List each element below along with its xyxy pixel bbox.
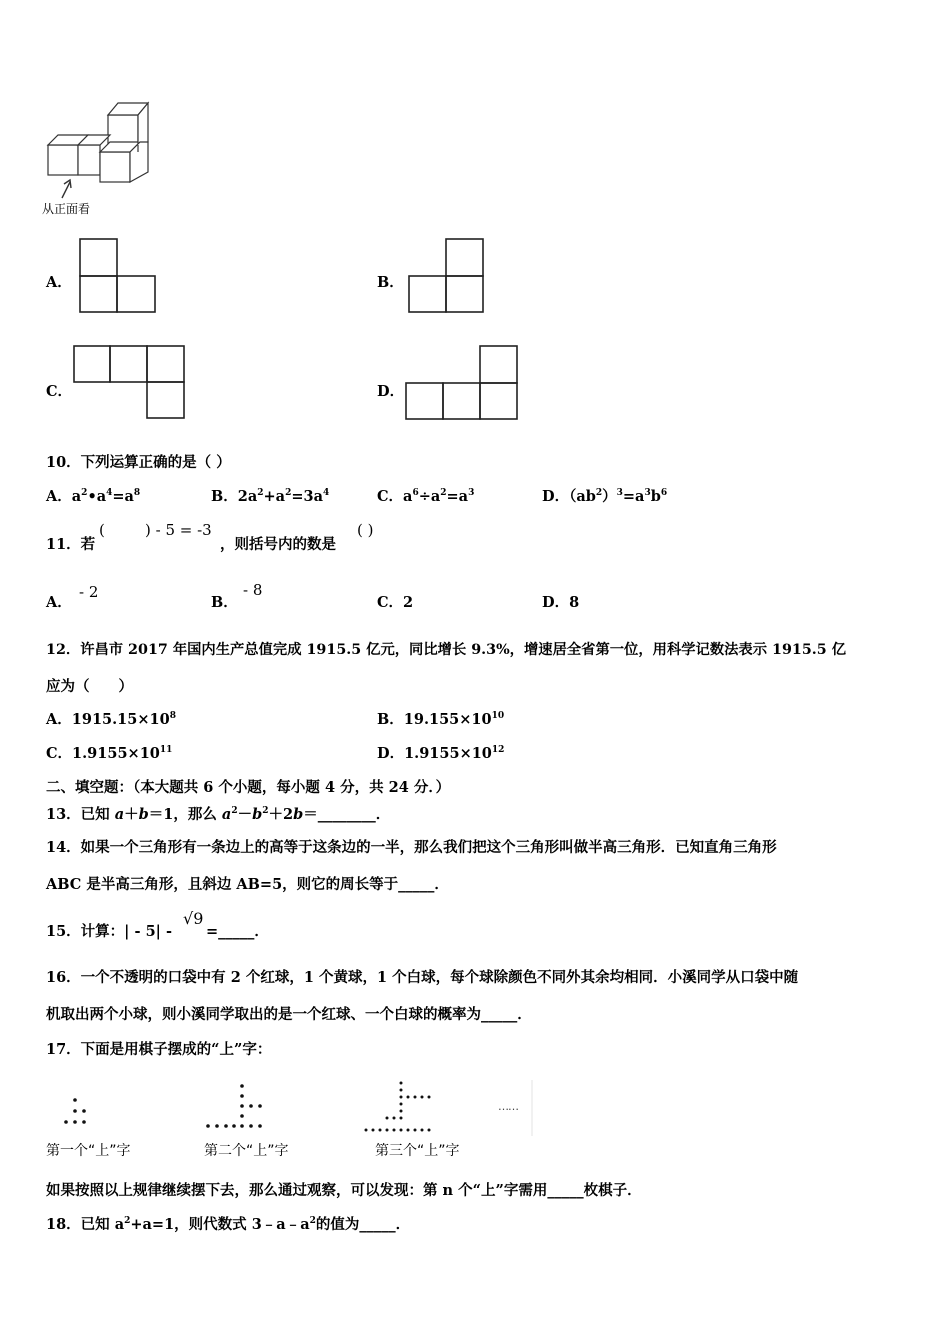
q14-line1: 14．如果一个三角形有一条边上的高等于这条边的一半，那么我们把这个三角形叫做半高三角形．已知直角三角形 [46, 839, 777, 856]
q11-formula-rest: ) - 5 = -3 [145, 521, 212, 539]
q11-option-a-value: - 2 [79, 583, 99, 601]
q16-line2: 机取出两个小球，则小溪同学取出的是一个红球、一个白球的概率为_____． [46, 1006, 532, 1023]
q17-fig1-caption: 第一个“上”字 [46, 1143, 131, 1159]
view-caption: 从正面看 [42, 202, 91, 216]
q9-option-d-label: D． [377, 383, 405, 400]
q17-ellipsis: …… [498, 1100, 518, 1113]
q15-tail: =_____． [206, 923, 269, 940]
q11-option-a-label: A． [46, 594, 72, 611]
q10-option-b: B．$2a^2+a^2=3a^4$ [211, 488, 330, 505]
q10-option-d: D．$(ab^2)^3=a^3b^6$ [542, 488, 668, 505]
q17-stem: 17．下面是用棋子摆成的“上”字： [46, 1041, 272, 1058]
q11-prefix: 11．若 [46, 536, 96, 553]
q15-prefix: 15．计算：| - 5| - [46, 923, 172, 940]
q12-option-c: C．$1.9155\times 10^{11}$ [46, 745, 173, 762]
q11-suffix: ，则括号内的数是 [220, 536, 336, 553]
q18: 18．已知 $a^2+a=1$，则代数式 $3﹣a﹣a^2$的值为_____． [46, 1216, 411, 1233]
section-heading: 二、填空题：（本大题共 6 个小题，每小题 4 分，共 24 分．） [46, 779, 451, 796]
q9-option-a-label: A． [46, 274, 72, 291]
q17-fig2-caption: 第二个“上”字 [204, 1143, 289, 1159]
q12-option-d: D．$1.9155\times 10^{12}$ [377, 745, 505, 762]
q9-option-c-label: C． [46, 383, 73, 400]
q9-option-b-figure [408, 238, 488, 314]
q11-formula-open: ( [99, 521, 105, 539]
q13: 13．已知 a＋b＝1，那么 $a^2-b^2+2b=\_\_\_\_\_\_\_\_$． [46, 806, 391, 823]
fig1-dots [64, 1098, 86, 1124]
q17-dot-figures [46, 1078, 546, 1138]
q17-line2: 如果按照以上规律继续摆下去，那么通过观察，可以发现：第 n 个“上”字需用_____枚棋子． [46, 1182, 642, 1199]
q10-option-a: A．$a^2•a^4=a^8$ [46, 488, 141, 505]
fig3-dots [365, 1082, 431, 1132]
q11-option-c: C．2 [377, 594, 414, 611]
q12-line2: 应为（ ） [46, 678, 133, 695]
q15-sqrt: √9 [183, 909, 204, 928]
cube-figure [40, 100, 160, 220]
q9-option-a-figure [79, 238, 159, 314]
q10-stem: 10．下列运算正确的是（ ） [46, 454, 231, 471]
q11-option-b-label: B． [211, 594, 238, 611]
q14-line2: ABC 是半高三角形，且斜边 AB=5，则它的周长等于_____． [46, 876, 449, 893]
q12-option-a: A．$1915.15\times 10^8$ [46, 711, 176, 728]
q10-option-c: C．$a^6\div a^2=a^3$ [377, 488, 475, 505]
fig2-dots [206, 1084, 262, 1128]
q9-option-c-figure [73, 345, 188, 421]
q12-line1: 12．许昌市 2017 年国内生产总值完成 1915.5 亿元，同比增长 9.3%，增速居全省第一位，用科学记数法表示 1915.5 亿 [46, 642, 846, 658]
q11-option-d: D．8 [542, 594, 580, 611]
q11-paren: ( ) [357, 521, 374, 539]
q12-option-b: B．$19.155\times 10^{10}$ [377, 711, 505, 728]
q9-option-b-label: B． [377, 274, 404, 291]
q11-option-b-value: - 8 [243, 581, 263, 599]
q9-option-d-figure [405, 345, 520, 421]
q17-fig3-caption: 第三个“上”字 [375, 1143, 460, 1159]
q16-line1: 16．一个不透明的口袋中有 2 个红球，1 个黄球，1 个白球，每个球除颜色不同外其余均相同．小溪同学从口袋中随 [46, 969, 799, 986]
